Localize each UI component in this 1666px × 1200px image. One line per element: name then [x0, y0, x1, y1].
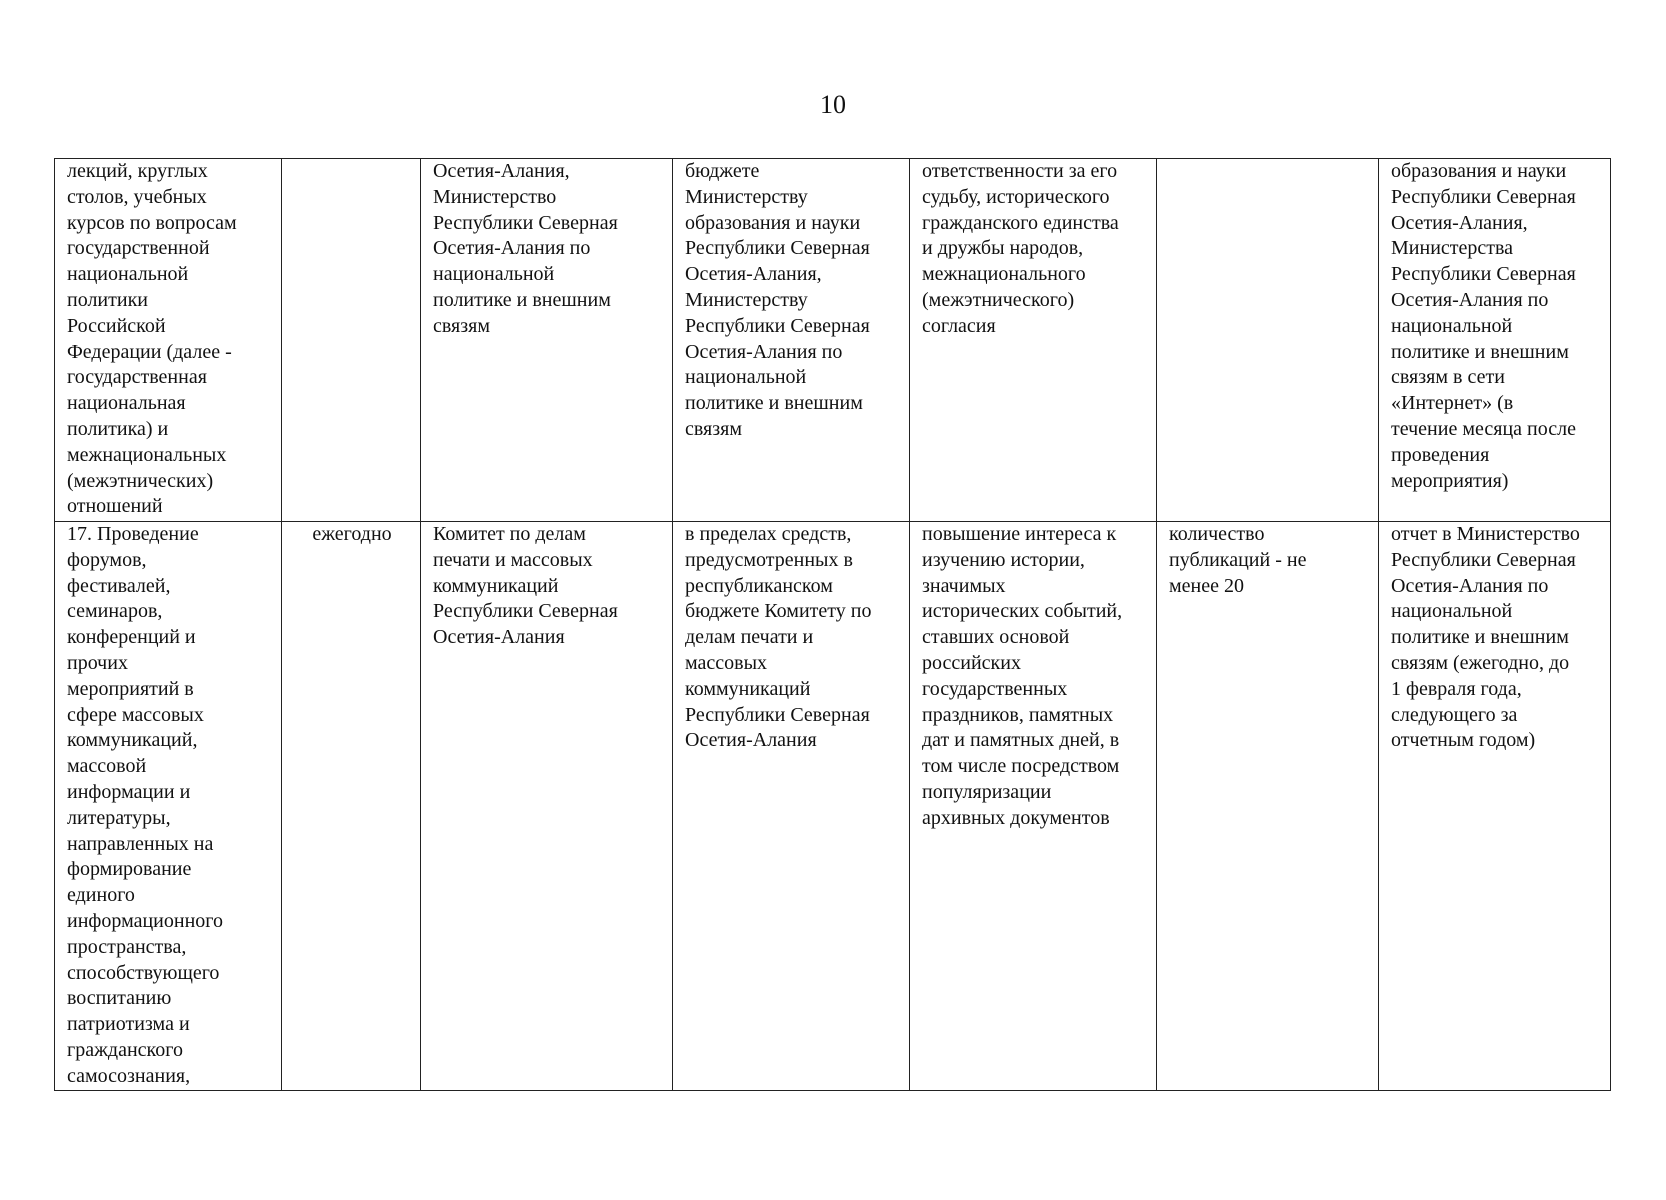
page-number: 10: [820, 90, 846, 119]
cell-report-form: отчет в Министерство Республики Северная Осетия-Алания по национальной политике и внешним связям (ежегодно, до 1 февраля года, следующего за отчетным годом): [1379, 522, 1611, 1091]
cell-activity: 17. Проведение форумов, фестивалей, семинаров, конференций и прочих мероприятий в сфере массовых коммуникаций, массовой информации и литературы, направленных на формирование единого информационного пространства, способствующего воспитанию патриотизма и гражданского самосознания,: [55, 522, 282, 1091]
plan-table: [54, 158, 1611, 1091]
cell-executor: Комитет по делам печати и массовых коммуникаций Республики Северная Осетия-Алания: [421, 522, 673, 1091]
cell-expected-result: ответственности за его судьбу, исторического гражданского единства и дружбы народов, межнационального (межэтнического) согласия: [910, 159, 1157, 522]
cell-expected-result: повышение интереса к изучению истории, значимых исторических событий, ставших основой российских государственных праздников, памятных дат и памятных дней, в том числе посредством популяризации архивных документов: [910, 522, 1157, 1091]
cell-report-form: образования и науки Республики Северная Осетия-Алания, Министерства Республики Северная Осетия-Алания по национальной политике и внешним связям в сети «Интернет» (в течение месяца после проведения мероприятия): [1379, 159, 1611, 522]
table-row: [55, 159, 1611, 522]
cell-period: [282, 159, 421, 522]
cell-activity: лекций, круглых столов, учебных курсов по вопросам государственной национальной политики Российской Федерации (далее - государственная национальная политика) и межнациональных (межэтнических) отношений: [55, 159, 282, 522]
cell-funding: в пределах средств, предусмотренных в республиканском бюджете Комитету по делам печати и массовых коммуникаций Республики Северная Осетия-Алания: [673, 522, 910, 1091]
cell-period: ежегодно: [282, 522, 421, 1091]
cell-executor: Осетия-Алания, Министерство Республики Северная Осетия-Алания по национальной политике и внешним связям: [421, 159, 673, 522]
table-row: [55, 522, 1611, 1091]
cell-funding: бюджете Министерству образования и науки Республики Северная Осетия-Алания, Министерству Республики Северная Осетия-Алания по национальной политике и внешним связям: [673, 159, 910, 522]
cell-indicator: [1157, 159, 1379, 522]
cell-indicator: количество публикаций - не менее 20: [1157, 522, 1379, 1091]
